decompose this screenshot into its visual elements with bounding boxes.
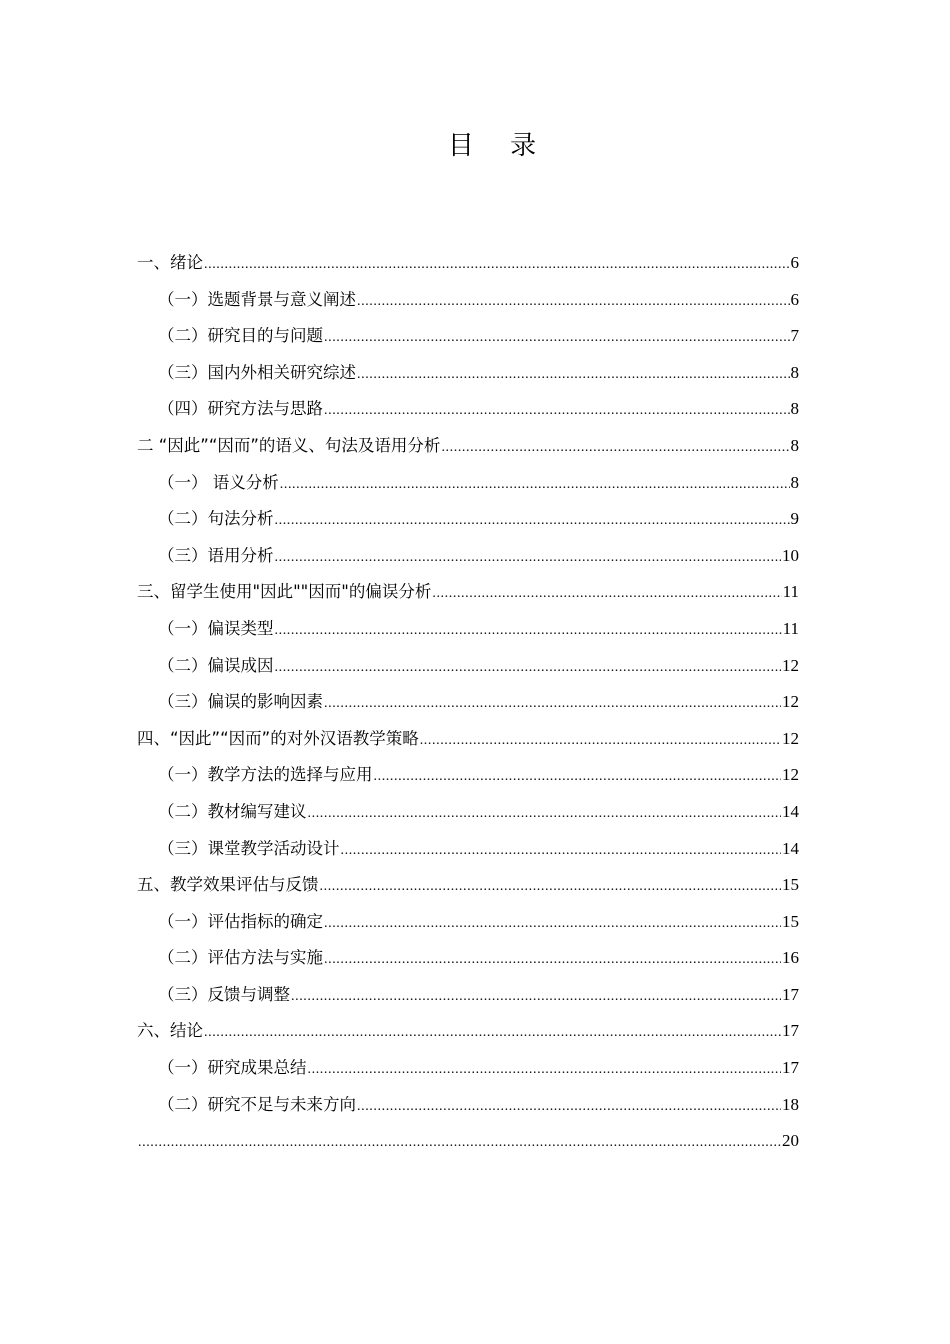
toc-entry-label: （三）课堂教学活动设计: [158, 838, 340, 858]
toc-dot-leader: [357, 1089, 781, 1126]
toc-entry-label: （三）反馈与调整: [158, 984, 290, 1004]
toc-entry-page-number: 8: [790, 362, 799, 382]
toc-dot-leader: [138, 1125, 781, 1162]
toc-entry-page-number: 6: [790, 253, 799, 272]
toc-entry[interactable]: [137, 1050, 799, 1087]
toc-entry[interactable]: [137, 757, 799, 794]
toc-entry-label: （一） 语义分析: [158, 472, 279, 492]
toc-entry[interactable]: [137, 648, 799, 685]
toc-dot-leader: [324, 320, 790, 357]
toc-entry-label: （三）国内外相关研究综述: [158, 362, 356, 382]
toc-entry-label: （三）偏误的影响因素: [158, 692, 323, 712]
toc-entry[interactable]: [137, 574, 799, 611]
toc-entry[interactable]: [137, 794, 799, 831]
toc-dot-leader: [324, 686, 781, 723]
toc-entry[interactable]: [137, 1087, 799, 1124]
toc-entry[interactable]: [137, 611, 799, 648]
toc-entry-page-number: 8: [790, 435, 799, 455]
toc-dot-leader: [308, 1052, 782, 1089]
toc-entry[interactable]: [137, 977, 799, 1014]
toc-entry-label: （一）教学方法的选择与应用: [158, 765, 373, 785]
toc-entry-label: 四、“因此”“因而”的对外汉语教学策略: [137, 728, 419, 748]
toc-dot-leader: [357, 357, 790, 394]
toc-dot-leader: [204, 1015, 781, 1052]
toc-entry-page-number: 10: [782, 545, 799, 565]
toc-entry-page-number: 14: [782, 801, 799, 821]
toc-entry-label: （一）评估指标的确定: [158, 911, 323, 931]
toc-entry[interactable]: [137, 538, 799, 575]
toc-dot-leader: [341, 833, 782, 870]
toc-dot-leader: [324, 942, 781, 979]
toc-entry-label: 二 “因此”“因而”的语义、句法及语用分析: [137, 435, 441, 455]
toc-entry[interactable]: [137, 318, 799, 355]
toc-entry-page-number: 15: [782, 875, 799, 895]
toc-dot-leader: [441, 430, 789, 467]
toc-dot-leader: [432, 576, 781, 613]
toc-entry-page-number: 12: [782, 655, 799, 675]
toc-entry-label: （二）研究目的与问题: [158, 326, 323, 346]
toc-entry-page-number: 18: [782, 1094, 799, 1114]
toc-entry-label: 三、留学生使用"因此""因而"的偏误分析: [137, 582, 432, 602]
toc-entry-label: 一、绪论: [137, 253, 203, 272]
toc-entry[interactable]: [137, 904, 799, 941]
toc-entry-label: （一）选题背景与意义阐述: [158, 289, 356, 309]
toc-entry[interactable]: [137, 245, 799, 282]
toc-dot-leader: [204, 247, 790, 284]
toc-entry-page-number: 7: [790, 326, 799, 346]
toc-entry[interactable]: [137, 465, 799, 502]
toc-entry-page-number: 12: [782, 765, 799, 785]
toc-entry-label: （二）教材编写建议: [158, 801, 307, 821]
toc-entry[interactable]: [137, 867, 799, 904]
toc-entry[interactable]: [137, 831, 799, 868]
toc-entry-page-number: 15: [782, 911, 799, 931]
toc-entry[interactable]: [137, 1123, 799, 1160]
toc-entry-label: （一）研究成果总结: [158, 1058, 307, 1078]
toc-entry-page-number: 11: [782, 618, 799, 638]
toc-entry[interactable]: [137, 391, 799, 428]
toc-entry-page-number: 11: [782, 582, 799, 602]
toc-dot-leader: [275, 650, 782, 687]
toc-entry-page-number: 9: [790, 509, 799, 529]
toc-entry-label: （三）语用分析: [158, 545, 274, 565]
toc-entry[interactable]: [137, 428, 799, 465]
toc-entry[interactable]: [137, 1013, 799, 1050]
toc-entry-page-number: 12: [782, 728, 799, 748]
toc-entry-page-number: 8: [790, 399, 799, 419]
toc-entry[interactable]: [137, 355, 799, 392]
toc-entry[interactable]: [137, 501, 799, 538]
toc-entry[interactable]: [137, 721, 799, 758]
toc-dot-leader: [280, 467, 790, 504]
toc-entry-page-number: 17: [782, 1058, 799, 1078]
toc-dot-leader: [275, 540, 782, 577]
toc-entry[interactable]: [137, 940, 799, 977]
toc-dot-leader: [420, 723, 781, 760]
toc-dot-leader: [308, 796, 782, 833]
toc-title: 目 录: [447, 131, 551, 161]
toc-dot-leader: [374, 759, 782, 796]
toc-entry-label: （二）研究不足与未来方向: [158, 1094, 356, 1114]
toc-dot-leader: [357, 284, 790, 321]
toc-entry-page-number: 8: [790, 472, 799, 492]
toc-entry-label: （二）偏误成因: [158, 655, 274, 675]
toc-dot-leader: [275, 503, 790, 540]
toc-dot-leader: [320, 869, 782, 906]
toc-entry-page-number: 6: [790, 289, 799, 309]
toc-entry-page-number: 20: [782, 1131, 799, 1151]
toc-dot-leader: [324, 906, 781, 943]
toc-entry[interactable]: [137, 684, 799, 721]
toc-entry-label: （四）研究方法与思路: [158, 399, 323, 419]
toc-entry[interactable]: [137, 282, 799, 319]
toc-dot-leader: [275, 613, 782, 650]
toc-entry-label: （二）评估方法与实施: [158, 948, 323, 968]
toc-entry-page-number: 12: [782, 692, 799, 712]
toc-entry-page-number: 16: [782, 948, 799, 968]
toc-entry-label: （一）偏误类型: [158, 618, 274, 638]
toc-entry-label: 六、结论: [137, 1021, 203, 1041]
toc-entry-page-number: 17: [782, 984, 799, 1004]
toc-dot-leader: [291, 979, 781, 1016]
toc-dot-leader: [324, 393, 790, 430]
toc-list: [137, 245, 799, 1160]
toc-entry-label: 五、教学效果评估与反馈: [137, 875, 319, 895]
toc-entry-page-number: 17: [782, 1021, 799, 1041]
toc-entry-page-number: 14: [782, 838, 799, 858]
toc-entry-label: （二）句法分析: [158, 509, 274, 529]
